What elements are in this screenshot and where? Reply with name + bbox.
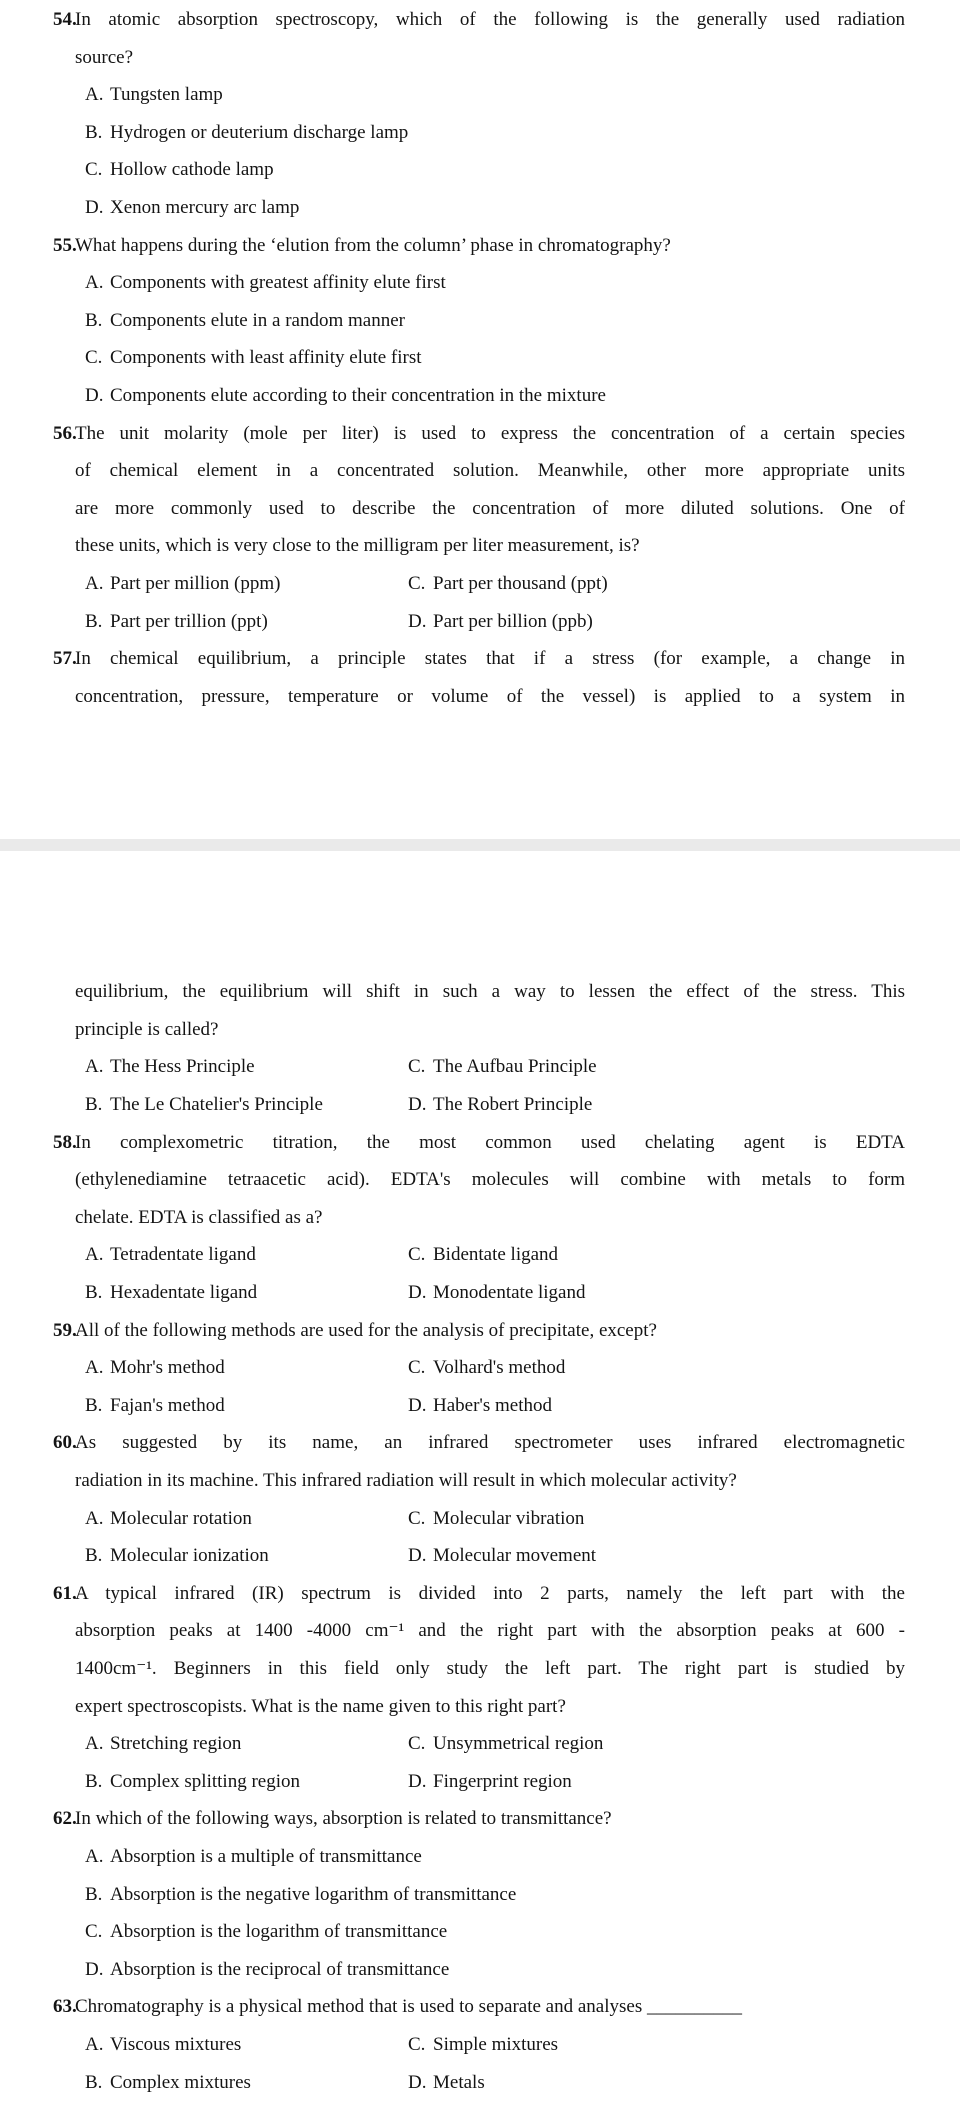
option-text: Part per trillion (ppt) xyxy=(110,603,408,641)
option-text: Hollow cathode lamp xyxy=(110,151,905,189)
option-62-a xyxy=(53,1838,905,1876)
options-62 xyxy=(53,1838,905,1988)
option-text: Complex mixtures xyxy=(110,2064,408,2101)
question-text xyxy=(75,640,905,715)
option-letter: A. xyxy=(85,1048,110,1086)
question-number: 54. xyxy=(53,1,77,39)
option-57-d xyxy=(408,1086,905,1124)
question-line: source? xyxy=(75,39,905,77)
option-letter: C. xyxy=(408,2026,433,2064)
question-line: The unit molarity (mole per liter) is used to express the concentration of a certain species xyxy=(75,415,905,453)
option-text: Metals xyxy=(433,2064,905,2101)
option-text: Components with least affinity elute first xyxy=(110,339,905,377)
option-text: Tungsten lamp xyxy=(110,76,905,114)
question-text xyxy=(75,1988,905,2026)
option-letter: A. xyxy=(85,76,110,114)
question-line: (ethylenediamine tetraacetic acid). EDTA's molecules will combine with metals to form xyxy=(75,1161,905,1199)
question-number: 55. xyxy=(53,227,77,265)
option-letter: D. xyxy=(408,1274,433,1312)
option-61-d xyxy=(408,1763,905,1801)
option-text: Viscous mixtures xyxy=(110,2026,408,2064)
question-62 xyxy=(53,1800,905,1988)
question-line: All of the following methods are used for the analysis of precipitate, except? xyxy=(75,1312,905,1350)
page-separator xyxy=(0,839,960,851)
option-letter: B. xyxy=(85,1763,110,1801)
question-text xyxy=(75,415,905,565)
option-59-d xyxy=(408,1387,905,1425)
option-59-b xyxy=(53,1387,408,1425)
option-58-a xyxy=(53,1236,408,1274)
option-text: Components elute according to their concentration in the mixture xyxy=(110,377,905,415)
option-letter: D. xyxy=(85,377,110,415)
options-57 xyxy=(53,1048,905,1123)
option-text: Complex splitting region xyxy=(110,1763,408,1801)
option-62-d xyxy=(53,1951,905,1989)
option-60-b xyxy=(53,1537,408,1575)
question-text xyxy=(75,1575,905,1725)
option-59-c xyxy=(408,1349,905,1387)
option-text: The Robert Principle xyxy=(433,1086,905,1124)
option-54-a xyxy=(53,76,905,114)
option-text: Hydrogen or deuterium discharge lamp xyxy=(110,114,905,152)
option-57-a xyxy=(53,1048,408,1086)
option-letter: A. xyxy=(85,2026,110,2064)
question-line: radiation in its machine. This infrared radiation will result in which molecular activity? xyxy=(75,1462,905,1500)
question-57 xyxy=(53,640,905,715)
option-text: Monodentate ligand xyxy=(433,1274,905,1312)
option-text: Fajan's method xyxy=(110,1387,408,1425)
option-letter: C. xyxy=(408,1236,433,1274)
question-number: 56. xyxy=(53,415,77,453)
question-number: 60. xyxy=(53,1424,77,1462)
option-56-a xyxy=(53,565,408,603)
option-text: Molecular movement xyxy=(433,1537,905,1575)
options-58 xyxy=(53,1236,905,1311)
option-63-d xyxy=(408,2064,905,2101)
option-60-c xyxy=(408,1500,905,1538)
options-63 xyxy=(53,2026,905,2101)
option-text: Part per thousand (ppt) xyxy=(433,565,905,603)
option-55-c xyxy=(53,339,905,377)
question-number: 58. xyxy=(53,1124,77,1162)
option-letter: B. xyxy=(85,1387,110,1425)
question-56 xyxy=(53,415,905,641)
option-letter: B. xyxy=(85,1876,110,1914)
option-54-c xyxy=(53,151,905,189)
question-line: 1400cm⁻¹. Beginners in this field only study the left part. The right part is studied by xyxy=(75,1650,905,1688)
question-number: 57. xyxy=(53,640,77,678)
option-letter: A. xyxy=(85,565,110,603)
option-text: Simple mixtures xyxy=(433,2026,905,2064)
question-text xyxy=(75,227,905,265)
page-1-bottom-margin xyxy=(0,715,960,839)
option-60-d xyxy=(408,1537,905,1575)
option-text: Tetradentate ligand xyxy=(110,1236,408,1274)
option-letter: D. xyxy=(85,189,110,227)
question-line: chelate. EDTA is classified as a? xyxy=(75,1199,905,1237)
option-text: Fingerprint region xyxy=(433,1763,905,1801)
question-line: principle is called? xyxy=(75,1011,905,1049)
option-59-a xyxy=(53,1349,408,1387)
question-line: What happens during the ‘elution from the column’ phase in chromatography? xyxy=(75,227,905,265)
question-line: As suggested by its name, an infrared spectrometer uses infrared electromagnetic xyxy=(75,1424,905,1462)
option-text: Bidentate ligand xyxy=(433,1236,905,1274)
options-56 xyxy=(53,565,905,640)
question-line: In which of the following ways, absorption is related to transmittance? xyxy=(75,1800,905,1838)
question-55 xyxy=(53,227,905,415)
option-text: Unsymmetrical region xyxy=(433,1725,905,1763)
question-line: Chromatography is a physical method that is used to separate and analyses __________ xyxy=(75,1988,905,2026)
option-text: Xenon mercury arc lamp xyxy=(110,189,905,227)
option-letter: B. xyxy=(85,1537,110,1575)
option-letter: C. xyxy=(408,565,433,603)
option-text: Haber's method xyxy=(433,1387,905,1425)
options-60 xyxy=(53,1500,905,1575)
option-letter: B. xyxy=(85,302,110,340)
question-61 xyxy=(53,1575,905,1801)
option-text: Stretching region xyxy=(110,1725,408,1763)
question-line: A typical infrared (IR) spectrum is divided into 2 parts, namely the left part with the xyxy=(75,1575,905,1613)
options-59 xyxy=(53,1349,905,1424)
option-text: Mohr's method xyxy=(110,1349,408,1387)
option-text: Part per billion (ppb) xyxy=(433,603,905,641)
option-letter: C. xyxy=(408,1349,433,1387)
option-56-c xyxy=(408,565,905,603)
option-letter: C. xyxy=(408,1048,433,1086)
option-63-c xyxy=(408,2026,905,2064)
options-54 xyxy=(53,76,905,226)
option-letter: D. xyxy=(408,1537,433,1575)
option-text: Components elute in a random manner xyxy=(110,302,905,340)
option-letter: B. xyxy=(85,603,110,641)
option-letter: D. xyxy=(408,1086,433,1124)
option-61-b xyxy=(53,1763,408,1801)
option-letter: B. xyxy=(85,1274,110,1312)
option-letter: D. xyxy=(408,2064,433,2101)
option-56-d xyxy=(408,603,905,641)
question-text xyxy=(75,1312,905,1350)
option-text: The Hess Principle xyxy=(110,1048,408,1086)
option-text: Components with greatest affinity elute first xyxy=(110,264,905,302)
options-61 xyxy=(53,1725,905,1800)
option-letter: A. xyxy=(85,1236,110,1274)
options-55 xyxy=(53,264,905,414)
option-text: Hexadentate ligand xyxy=(110,1274,408,1312)
option-letter: A. xyxy=(85,1725,110,1763)
option-63-b xyxy=(53,2064,408,2101)
option-letter: A. xyxy=(85,264,110,302)
option-text: Molecular ionization xyxy=(110,1537,408,1575)
option-55-d xyxy=(53,377,905,415)
question-line: In complexometric titration, the most common used chelating agent is EDTA xyxy=(75,1124,905,1162)
option-letter: B. xyxy=(85,114,110,152)
question-text xyxy=(75,1424,905,1499)
option-letter: C. xyxy=(408,1725,433,1763)
option-letter: C. xyxy=(408,1500,433,1538)
page-2-top-margin xyxy=(0,851,960,973)
option-letter: C. xyxy=(85,151,110,189)
option-letter: B. xyxy=(85,2064,110,2101)
question-63 xyxy=(53,1988,905,2101)
question-line: In atomic absorption spectroscopy, which of the following is the generally used radiation xyxy=(75,1,905,39)
question-text xyxy=(75,1800,905,1838)
option-letter: D. xyxy=(408,1763,433,1801)
option-text: Part per million (ppm) xyxy=(110,565,408,603)
question-line: these units, which is very close to the milligram per liter measurement, is? xyxy=(75,527,905,565)
option-letter: D. xyxy=(408,603,433,641)
option-61-c xyxy=(408,1725,905,1763)
question-60 xyxy=(53,1424,905,1574)
option-text: The Le Chatelier's Principle xyxy=(110,1086,408,1124)
question-line: absorption peaks at 1400 -4000 cm⁻¹ and the right part with the absorption peaks at 600 - xyxy=(75,1612,905,1650)
question-54 xyxy=(53,1,905,227)
question-number: 61. xyxy=(53,1575,77,1613)
option-text: Volhard's method xyxy=(433,1349,905,1387)
option-62-c xyxy=(53,1913,905,1951)
option-text: Absorption is the logarithm of transmittance xyxy=(110,1913,905,1951)
question-line: concentration, pressure, temperature or volume of the vessel) is applied to a system in xyxy=(75,678,905,716)
option-57-b xyxy=(53,1086,408,1124)
option-63-a xyxy=(53,2026,408,2064)
option-text: Molecular vibration xyxy=(433,1500,905,1538)
option-61-a xyxy=(53,1725,408,1763)
question-line: expert spectroscopists. What is the name given to this right part? xyxy=(75,1688,905,1726)
question-line: In chemical equilibrium, a principle states that if a stress (for example, a change in xyxy=(75,640,905,678)
option-letter: A. xyxy=(85,1349,110,1387)
question-line: equilibrium, the equilibrium will shift in such a way to lessen the effect of the stress. This xyxy=(75,973,905,1011)
option-58-b xyxy=(53,1274,408,1312)
option-62-b xyxy=(53,1876,905,1914)
option-56-b xyxy=(53,603,408,641)
option-54-d xyxy=(53,189,905,227)
option-letter: A. xyxy=(85,1838,110,1876)
page-2 xyxy=(0,973,960,2101)
option-text: The Aufbau Principle xyxy=(433,1048,905,1086)
question-line: are more commonly used to describe the concentration of more diluted solutions. One of xyxy=(75,490,905,528)
option-60-a xyxy=(53,1500,408,1538)
option-55-b xyxy=(53,302,905,340)
option-letter: D. xyxy=(85,1951,110,1989)
question-number: 59. xyxy=(53,1312,77,1350)
option-text: Absorption is the negative logarithm of transmittance xyxy=(110,1876,905,1914)
option-58-c xyxy=(408,1236,905,1274)
question-58 xyxy=(53,1124,905,1312)
question-57-continued xyxy=(53,973,905,1123)
option-letter: B. xyxy=(85,1086,110,1124)
question-number: 63. xyxy=(53,1988,77,2026)
question-59 xyxy=(53,1312,905,1425)
option-letter: A. xyxy=(85,1500,110,1538)
question-text xyxy=(75,973,905,1048)
page-1 xyxy=(0,0,960,715)
option-55-a xyxy=(53,264,905,302)
option-58-d xyxy=(408,1274,905,1312)
option-57-c xyxy=(408,1048,905,1086)
option-letter: D. xyxy=(408,1387,433,1425)
question-number: 62. xyxy=(53,1800,77,1838)
question-text xyxy=(75,1,905,76)
option-letter: C. xyxy=(85,1913,110,1951)
option-text: Absorption is a multiple of transmittance xyxy=(110,1838,905,1876)
option-54-b xyxy=(53,114,905,152)
question-text xyxy=(75,1124,905,1237)
option-letter: C. xyxy=(85,339,110,377)
question-line: of chemical element in a concentrated solution. Meanwhile, other more appropriate units xyxy=(75,452,905,490)
option-text: Absorption is the reciprocal of transmittance xyxy=(110,1951,905,1989)
option-text: Molecular rotation xyxy=(110,1500,408,1538)
